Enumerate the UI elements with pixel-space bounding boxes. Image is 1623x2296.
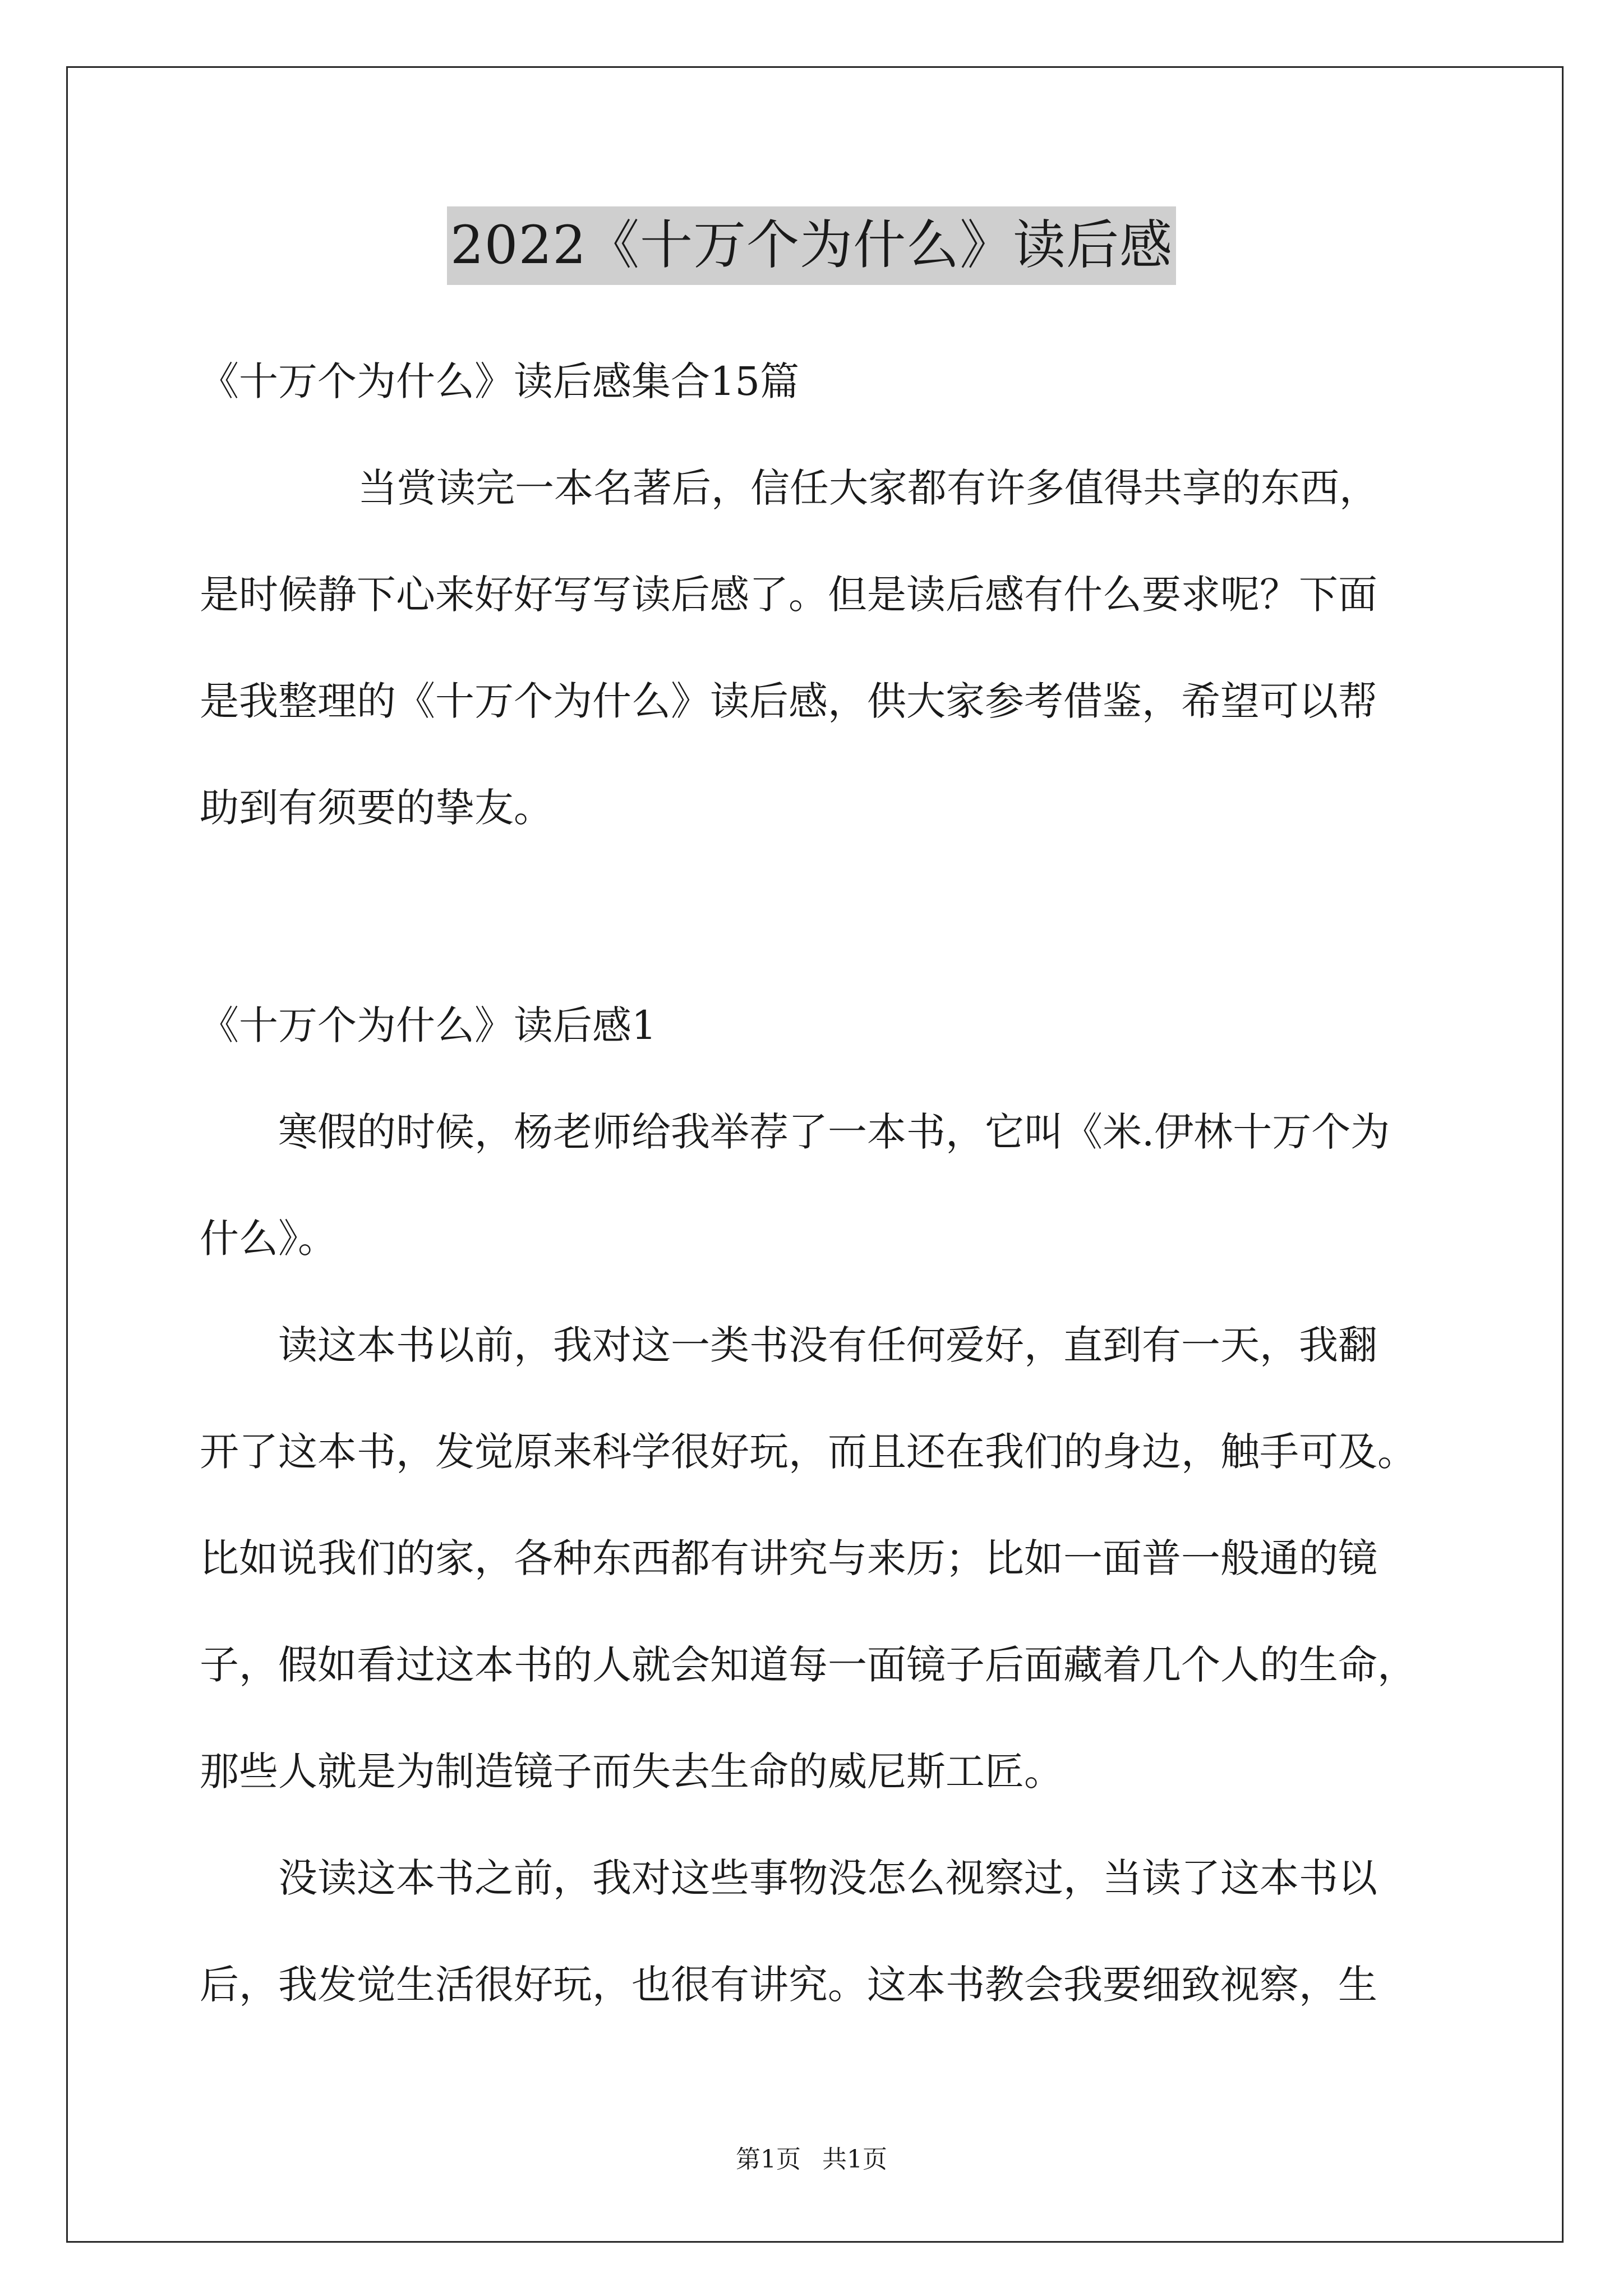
intro-line: 是时候静下心来好好写写读后感了。但是读后感有什么要求呢？下面 bbox=[200, 572, 1377, 618]
body-line: 读这本书以前，我对这一类书没有任何爱好，直到有一天，我翻 bbox=[278, 1322, 1377, 1368]
body-line: 那些人就是为制造镜子而失去生命的威尼斯工匠。 bbox=[200, 1749, 1063, 1795]
page-total: 共1页 bbox=[822, 2145, 887, 2174]
body-line: 比如说我们的家，各种东西都有讲究与来历；比如一面普一般通的镜 bbox=[200, 1535, 1377, 1581]
body-line: 没读这本书之前，我对这些事物没怎么视察过，当读了这本书以 bbox=[278, 1855, 1377, 1901]
document-subtitle: 《十万个为什么》读后感集合15篇 bbox=[200, 358, 800, 404]
page-number: 第1页 bbox=[736, 2145, 801, 2174]
body-line: 什么》。 bbox=[200, 1216, 337, 1262]
body-line: 开了这本书，发觉原来科学很好玩，而且还在我们的身边，触手可及。 bbox=[200, 1429, 1417, 1475]
body-line: 后，我发觉生活很好玩，也很有讲究。这本书教会我要细致视察，生 bbox=[200, 1962, 1377, 2008]
title-container bbox=[0, 206, 1623, 285]
page-footer bbox=[0, 2143, 1623, 2177]
body-line: 子，假如看过这本书的人就会知道每一面镜子后面藏着几个人的生命， bbox=[200, 1642, 1417, 1688]
intro-line: 当赏读完一本名著后，信任大家都有许多值得共享的东西， bbox=[358, 465, 1378, 511]
document-title: 2022《十万个为什么》读后感 bbox=[447, 206, 1176, 285]
body-line: 寒假的时候，杨老师给我举荐了一本书，它叫《米.伊林十万个为 bbox=[278, 1109, 1390, 1155]
intro-line: 是我整理的《十万个为什么》读后感，供大家参考借鉴，希望可以帮 bbox=[200, 678, 1377, 724]
intro-line: 助到有须要的挚友。 bbox=[200, 785, 553, 831]
section-heading: 《十万个为什么》读后感1 bbox=[200, 1002, 657, 1048]
